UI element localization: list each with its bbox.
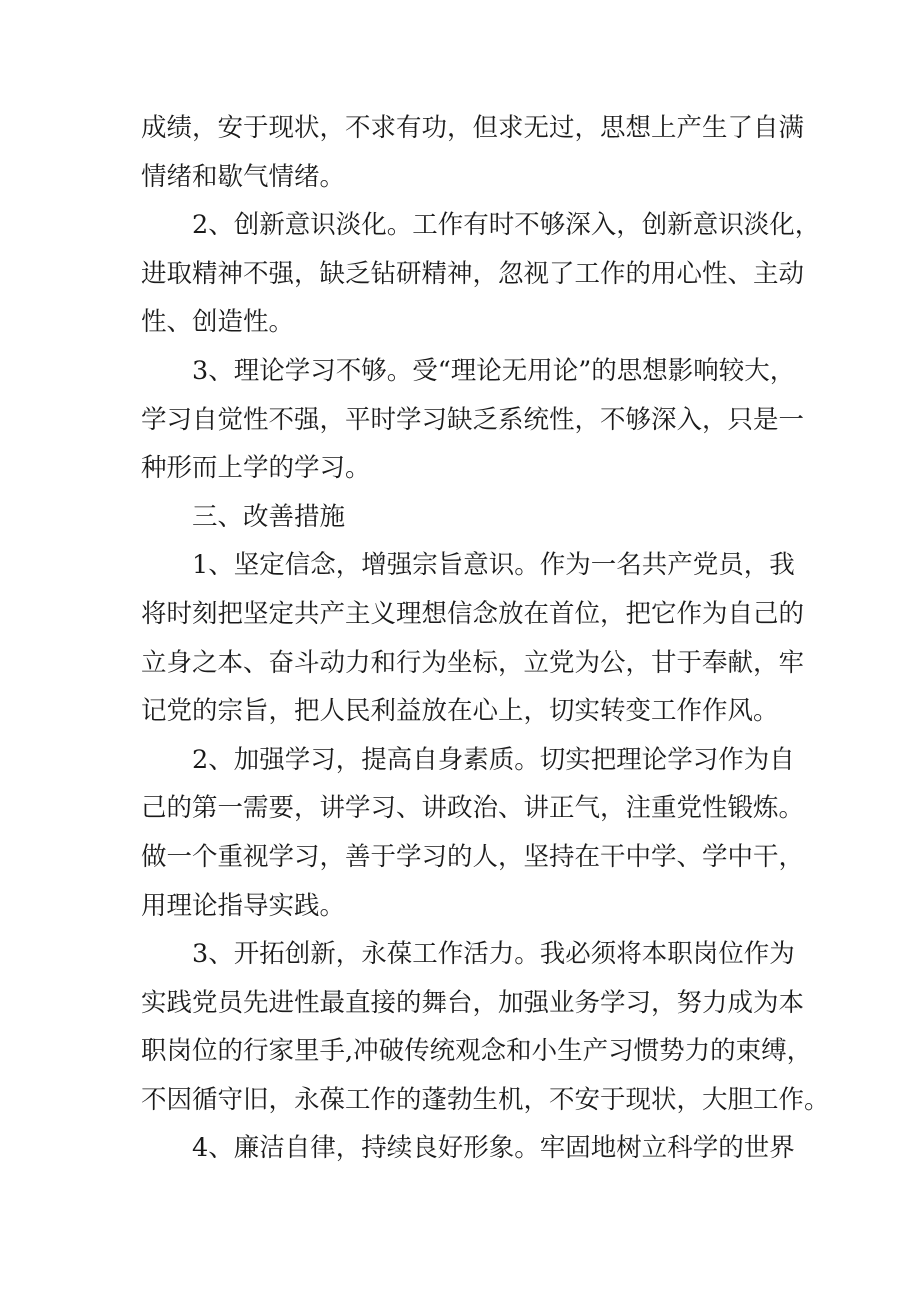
paragraph-line: 己的第一需要，讲学习、讲政治、讲正气，注重党性锻炼。 xyxy=(141,793,805,824)
paragraph-line: 用理论指导实践。 xyxy=(141,890,346,921)
paragraph-line: 实践党员先进性最直接的舞台，加强业务学习，努力成为本 xyxy=(141,987,805,1018)
paragraph-line: 3、理论学习不够。受“理论无用论”的思想影响较大， xyxy=(192,355,796,386)
paragraph-line: 立身之本、奋斗动力和行为坐标，立党为公，甘于奉献，牢 xyxy=(141,647,805,678)
document-body xyxy=(141,104,830,1173)
paragraph-line: 性、创造性。 xyxy=(141,307,295,338)
paragraph-line: 不因循守旧，永葆工作的蓬勃生机，不安于现状，大胆工作。 xyxy=(141,1084,830,1115)
paragraph-line: 成绩，安于现状，不求有功，但求无过，思想上产生了自满 xyxy=(141,113,805,143)
paragraph-line: 进取精神不强，缺乏钻研精神，忽视了工作的用心性、主动 xyxy=(141,258,805,289)
paragraph-line: 种形而上学的学习。 xyxy=(141,453,371,484)
paragraph-line: 2、创新意识淡化。工作有时不够深入，创新意识淡化， xyxy=(192,210,821,241)
paragraph-line: 将时刻把坚定共产主义理想信念放在首位，把它作为自己的 xyxy=(141,598,805,629)
paragraph-line: 学习自觉性不强，平时学习缺乏系统性，不够深入，只是一 xyxy=(141,404,805,435)
paragraph-line: 记党的宗旨，把人民利益放在心上，切实转变工作作风。 xyxy=(141,696,779,727)
paragraph-line: 2、加强学习，提高自身素质。切实把理论学习作为自 xyxy=(192,744,795,775)
paragraph-line: 3、开拓创新，永葆工作活力。我必须将本职岗位作为 xyxy=(192,939,795,970)
paragraph-line: 情绪和歇气情绪。 xyxy=(141,161,346,192)
paragraph-line: 1、坚定信念，增强宗旨意识。作为一名共产党员，我 xyxy=(192,550,795,581)
section-heading: 三、改善措施 xyxy=(192,501,346,532)
paragraph-line: 4、廉洁自律，持续良好形象。牢固地树立科学的世界 xyxy=(192,1133,795,1164)
paragraph-line: 做一个重视学习，善于学习的人，坚持在干中学、学中干， xyxy=(141,841,805,872)
paragraph-line: 职岗位的行家里手,冲破传统观念和小生产习惯势力的束缚， xyxy=(141,1036,813,1067)
